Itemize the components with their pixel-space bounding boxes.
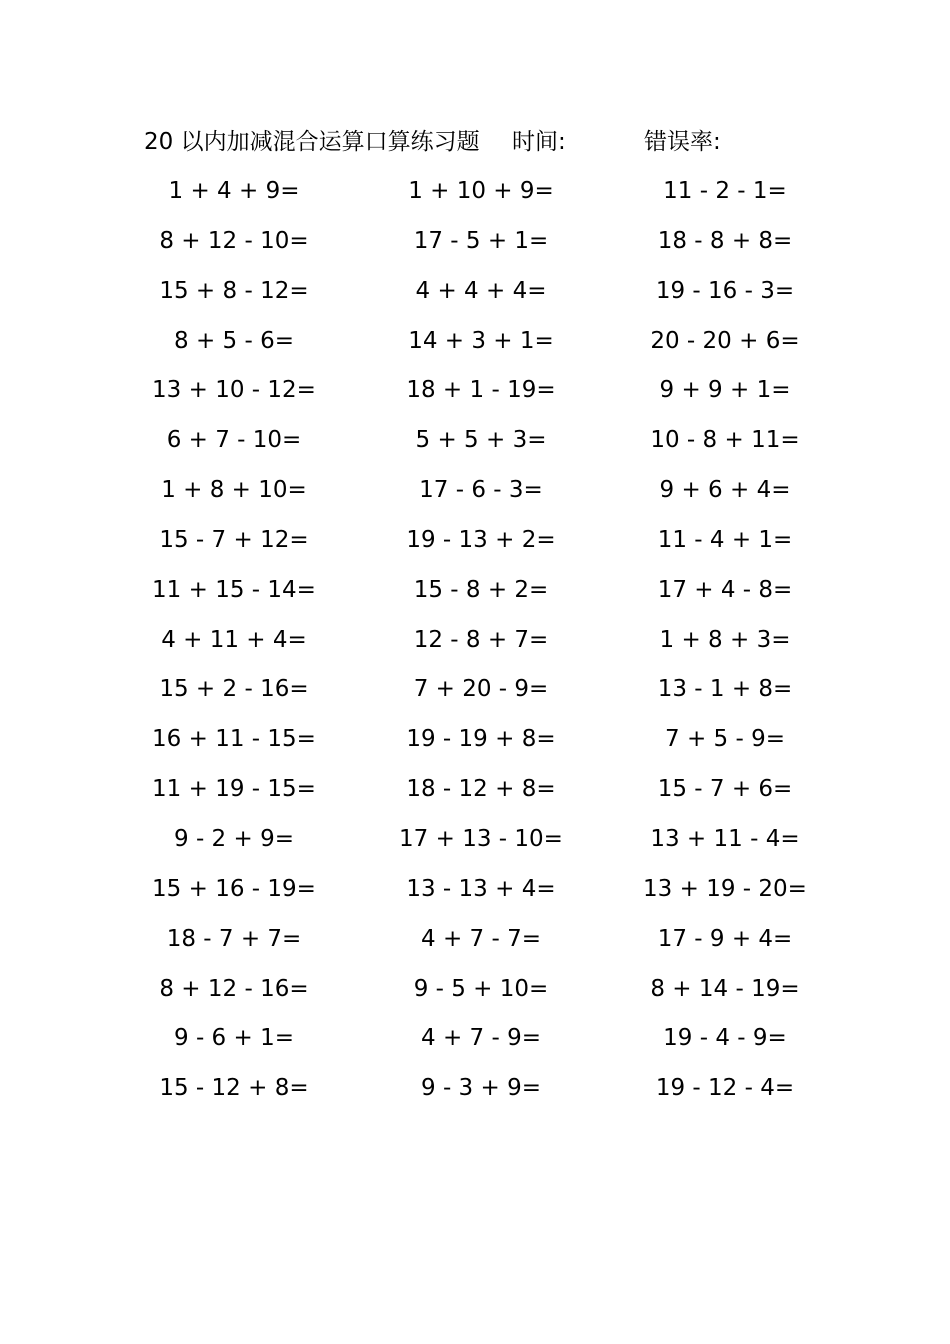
math-problem: 16 + 11 - 15= xyxy=(152,726,316,753)
problem-row xyxy=(100,671,840,721)
math-problem: 9 + 9 + 1= xyxy=(659,377,791,404)
math-problem: 17 - 6 - 3= xyxy=(419,477,543,504)
math-problem: 17 + 4 - 8= xyxy=(657,576,793,603)
math-problem: 4 + 11 + 4= xyxy=(161,626,307,653)
math-problem: 15 + 16 - 19= xyxy=(152,875,316,902)
math-problem: 1 + 10 + 9= xyxy=(408,178,554,204)
problem-row xyxy=(100,472,840,522)
math-problem: 13 + 10 - 12= xyxy=(152,377,316,404)
problem-row xyxy=(100,273,840,323)
math-problem: 18 - 12 + 8= xyxy=(406,776,556,803)
math-problem: 19 - 4 - 9= xyxy=(663,1025,787,1052)
math-problem: 4 + 7 - 9= xyxy=(421,1025,541,1052)
math-problem: 15 - 7 + 12= xyxy=(159,526,309,553)
math-problem: 15 + 8 - 12= xyxy=(159,277,309,304)
math-problem: 19 - 13 + 2= xyxy=(406,526,556,553)
problem-row xyxy=(100,1020,840,1070)
math-problem: 18 - 8 + 8= xyxy=(657,227,793,254)
problem-row xyxy=(100,771,840,821)
math-problem: 17 + 13 - 10= xyxy=(399,825,563,852)
problem-row xyxy=(100,871,840,921)
math-problem: 15 - 7 + 6= xyxy=(657,776,793,803)
math-problem: 4 + 7 - 7= xyxy=(421,925,541,952)
error-rate-label: 错误率: xyxy=(644,129,721,155)
math-problem: 13 + 11 - 4= xyxy=(650,825,800,852)
math-problem: 10 - 8 + 11= xyxy=(650,427,800,454)
math-problem: 8 + 12 - 10= xyxy=(159,227,309,254)
problem-row xyxy=(100,971,840,1021)
math-problem: 9 + 6 + 4= xyxy=(659,477,791,504)
math-problem: 5 + 5 + 3= xyxy=(415,427,547,454)
math-problem: 11 - 2 - 1= xyxy=(663,178,787,204)
math-problem: 19 - 12 - 4= xyxy=(655,1075,795,1102)
math-problem: 9 - 5 + 10= xyxy=(413,975,549,1002)
problem-row xyxy=(100,721,840,771)
math-problem: 7 + 20 - 9= xyxy=(413,676,549,703)
math-problem: 15 - 8 + 2= xyxy=(413,576,549,603)
math-problem: 9 - 6 + 1= xyxy=(174,1025,294,1052)
math-problem: 11 + 15 - 14= xyxy=(152,576,316,603)
math-problem: 17 - 5 + 1= xyxy=(413,227,549,254)
math-problem: 1 + 8 + 3= xyxy=(659,626,791,653)
math-problem: 18 + 1 - 19= xyxy=(406,377,556,404)
math-problem: 15 - 12 + 8= xyxy=(159,1075,309,1102)
problem-grid xyxy=(100,173,840,1120)
math-problem: 17 - 9 + 4= xyxy=(657,925,793,952)
math-problem: 4 + 4 + 4= xyxy=(415,277,547,304)
math-problem: 13 + 19 - 20= xyxy=(643,875,807,902)
math-problem: 6 + 7 - 10= xyxy=(166,427,302,454)
problem-row xyxy=(100,622,840,672)
math-problem: 9 - 2 + 9= xyxy=(174,825,294,852)
problem-row xyxy=(100,572,840,622)
problem-row xyxy=(100,173,840,223)
math-problem: 19 - 19 + 8= xyxy=(406,726,556,753)
math-problem: 18 - 7 + 7= xyxy=(166,925,302,952)
math-problem: 11 - 4 + 1= xyxy=(657,526,793,553)
math-problem: 11 + 19 - 15= xyxy=(152,776,316,803)
worksheet-title: 20 以内加减混合运算口算练习题 xyxy=(144,129,480,155)
math-problem: 14 + 3 + 1= xyxy=(408,327,554,354)
problem-row xyxy=(100,522,840,572)
math-problem: 1 + 8 + 10= xyxy=(161,477,307,504)
problem-row xyxy=(100,422,840,472)
math-problem: 13 - 1 + 8= xyxy=(657,676,793,703)
math-problem: 1 + 4 + 9= xyxy=(168,178,300,204)
math-problem: 20 - 20 + 6= xyxy=(650,327,800,354)
worksheet-header xyxy=(144,124,824,160)
math-problem: 12 - 8 + 7= xyxy=(413,626,549,653)
math-problem: 15 + 2 - 16= xyxy=(159,676,309,703)
problem-row xyxy=(100,372,840,422)
problem-row xyxy=(100,1070,840,1120)
problem-row xyxy=(100,821,840,871)
problem-row xyxy=(100,323,840,373)
math-problem: 13 - 13 + 4= xyxy=(406,875,556,902)
math-problem: 9 - 3 + 9= xyxy=(421,1075,541,1102)
math-problem: 8 + 5 - 6= xyxy=(174,327,294,354)
math-problem: 7 + 5 - 9= xyxy=(665,726,785,753)
math-problem: 19 - 16 - 3= xyxy=(655,277,795,304)
math-problem: 8 + 12 - 16= xyxy=(159,975,309,1002)
problem-row xyxy=(100,921,840,971)
time-label: 时间: xyxy=(512,129,566,155)
math-problem: 8 + 14 - 19= xyxy=(650,975,800,1002)
problem-row xyxy=(100,223,840,273)
